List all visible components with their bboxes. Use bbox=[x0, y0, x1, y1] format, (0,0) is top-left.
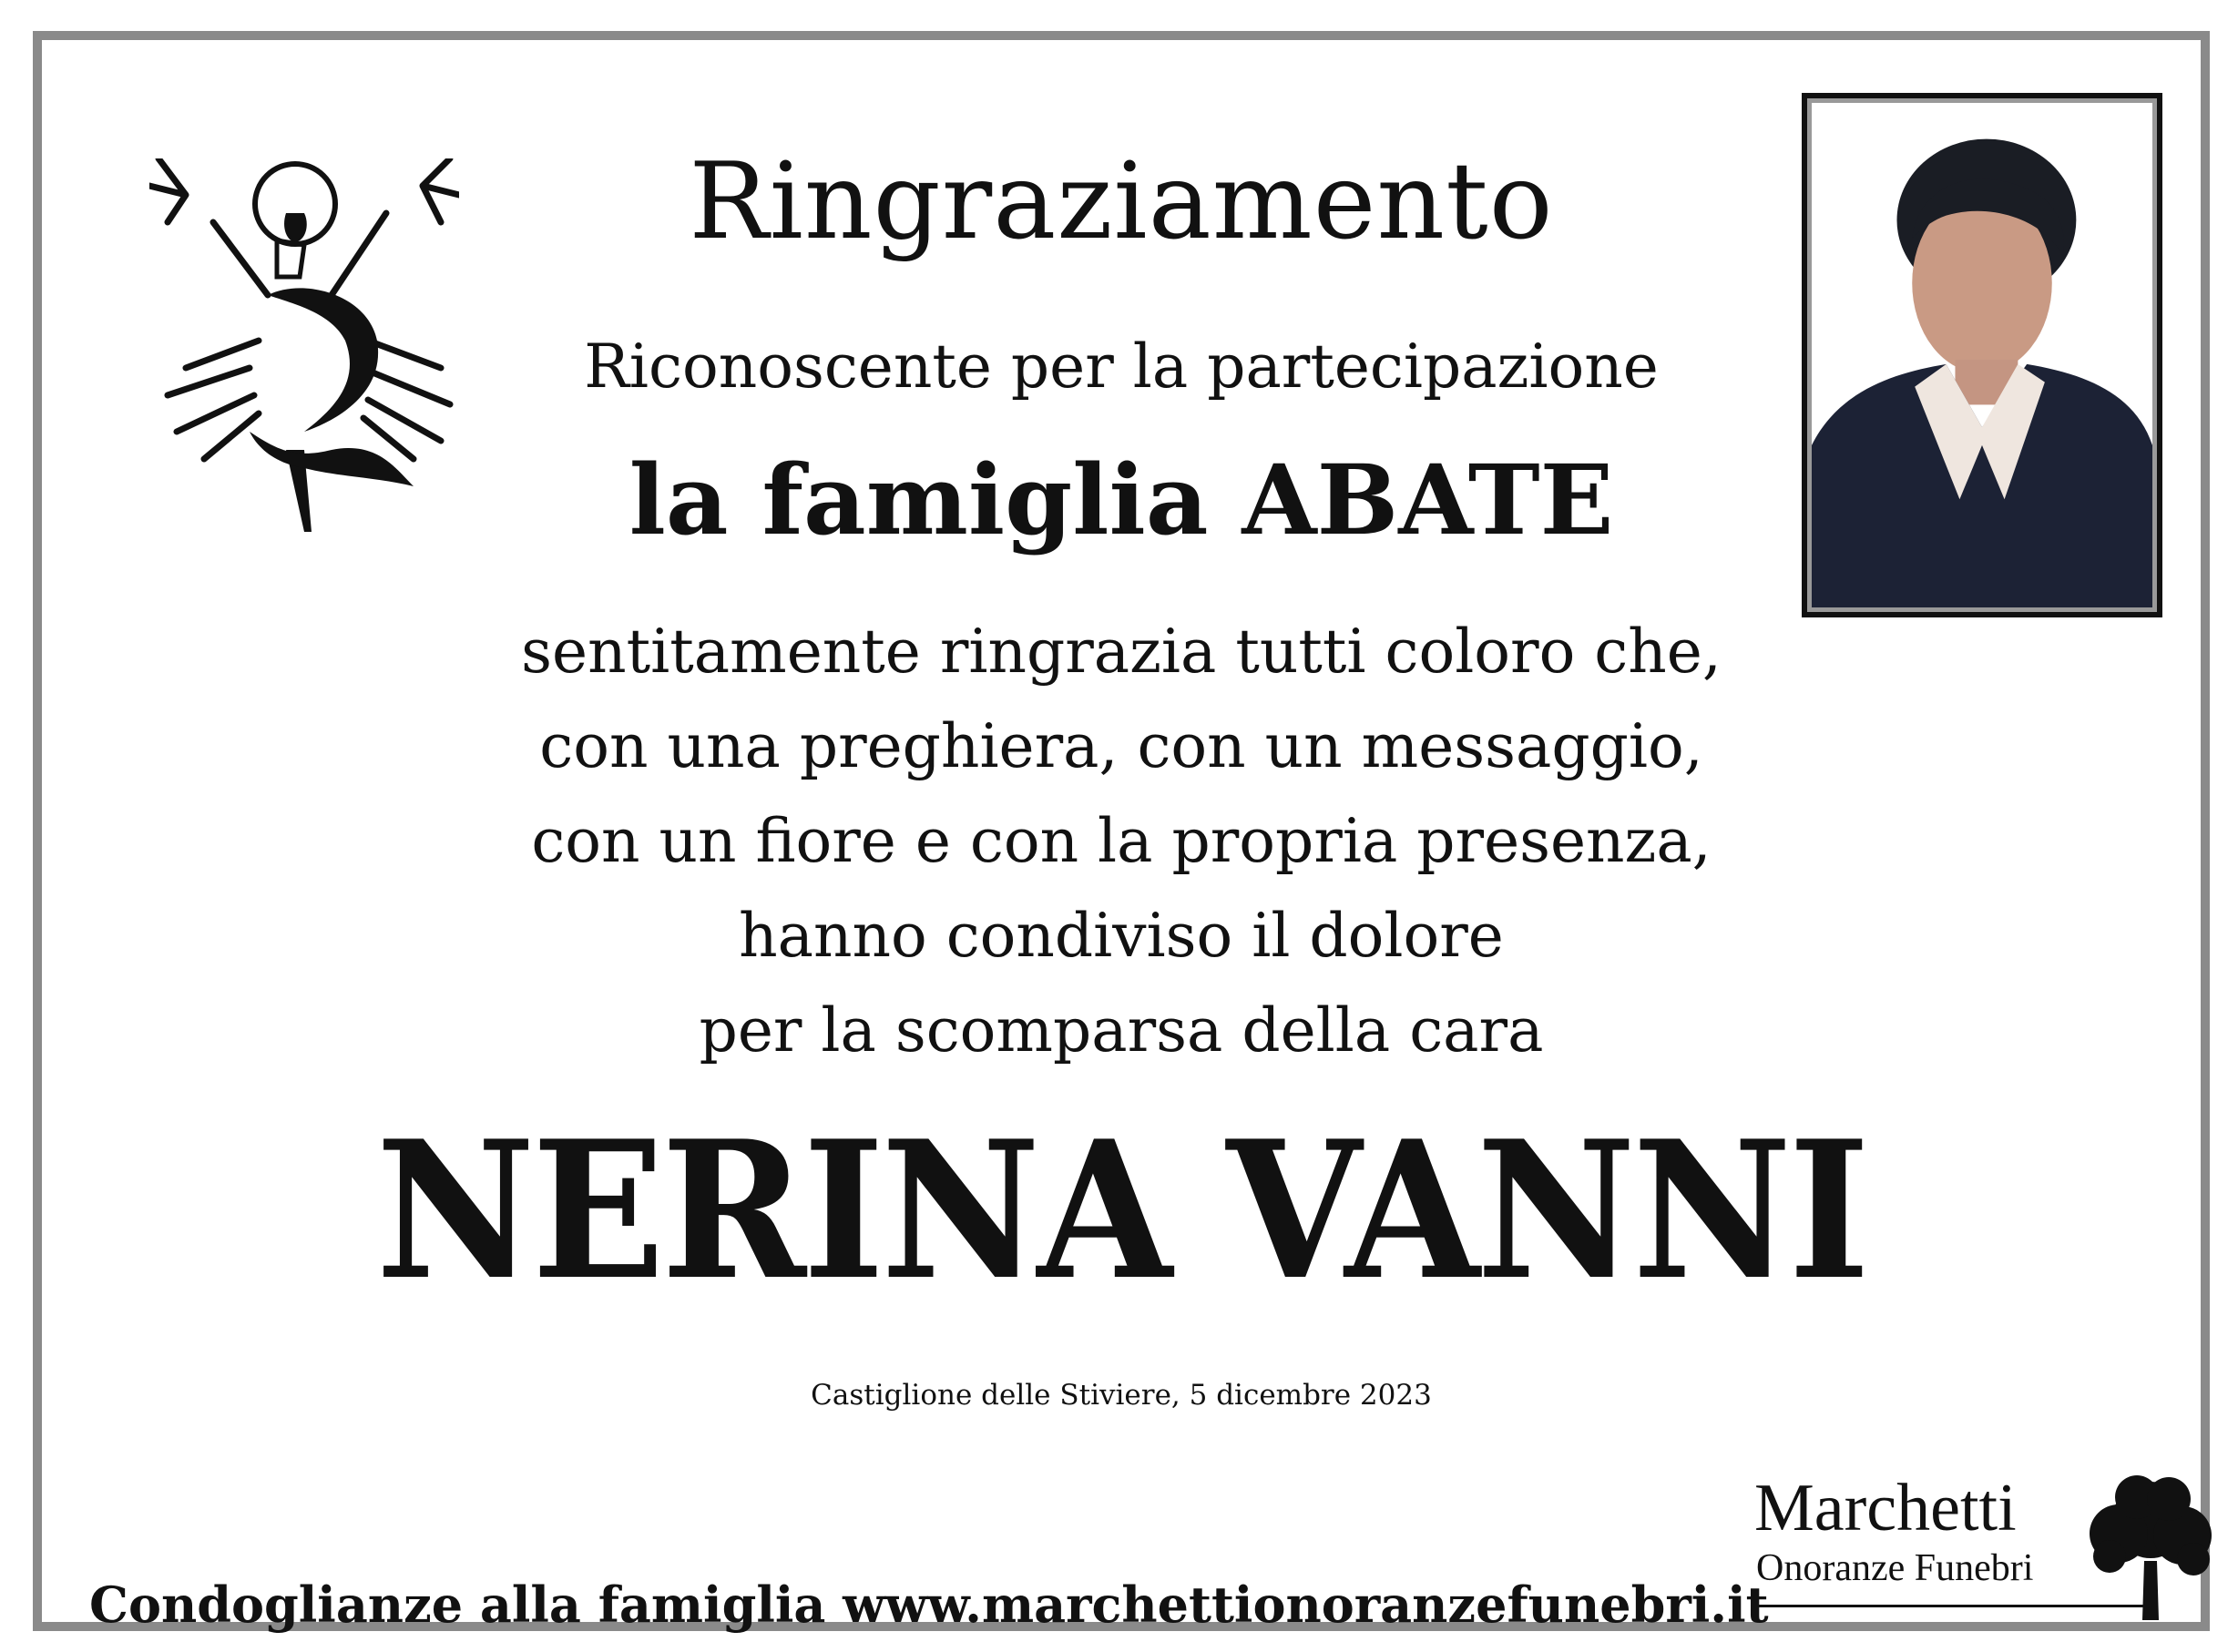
family-name: la famiglia ABATE bbox=[628, 443, 1614, 556]
tree-icon bbox=[2082, 1470, 2219, 1625]
notice-title: Ringraziamento bbox=[689, 140, 1554, 263]
body-line: con una preghiera, con un messaggio, bbox=[539, 711, 1703, 781]
logo-subtitle: Onoranze Funebri bbox=[1756, 1547, 2034, 1589]
body-line: sentitamente ringrazia tutti coloro che, bbox=[521, 617, 1722, 687]
portrait-image bbox=[1812, 103, 2152, 607]
logo-name: Marchetti bbox=[1754, 1471, 2017, 1545]
logo-underline bbox=[1754, 1605, 2155, 1607]
condolences-link-text: Condoglianze alla famiglia www.marchettionoranzefunebri.it bbox=[89, 1576, 1769, 1634]
notice-frame bbox=[33, 31, 2210, 1634]
portrait-photo bbox=[1802, 93, 2162, 617]
body-line: con un fiore e con la propria presenza, bbox=[531, 806, 1712, 876]
body-line: hanno condiviso il dolore bbox=[739, 901, 1504, 971]
body-line: per la scomparsa della cara bbox=[699, 995, 1544, 1066]
place-date: Castiglione delle Stiviere, 5 dicembre 2023 bbox=[811, 1379, 1432, 1412]
notice-subtitle: Riconoscente per la partecipazione bbox=[584, 331, 1659, 402]
deceased-name: NERINA VANNI bbox=[375, 1100, 1867, 1322]
funeral-home-logo bbox=[1754, 1470, 2219, 1634]
notice-body bbox=[42, 605, 2201, 1078]
